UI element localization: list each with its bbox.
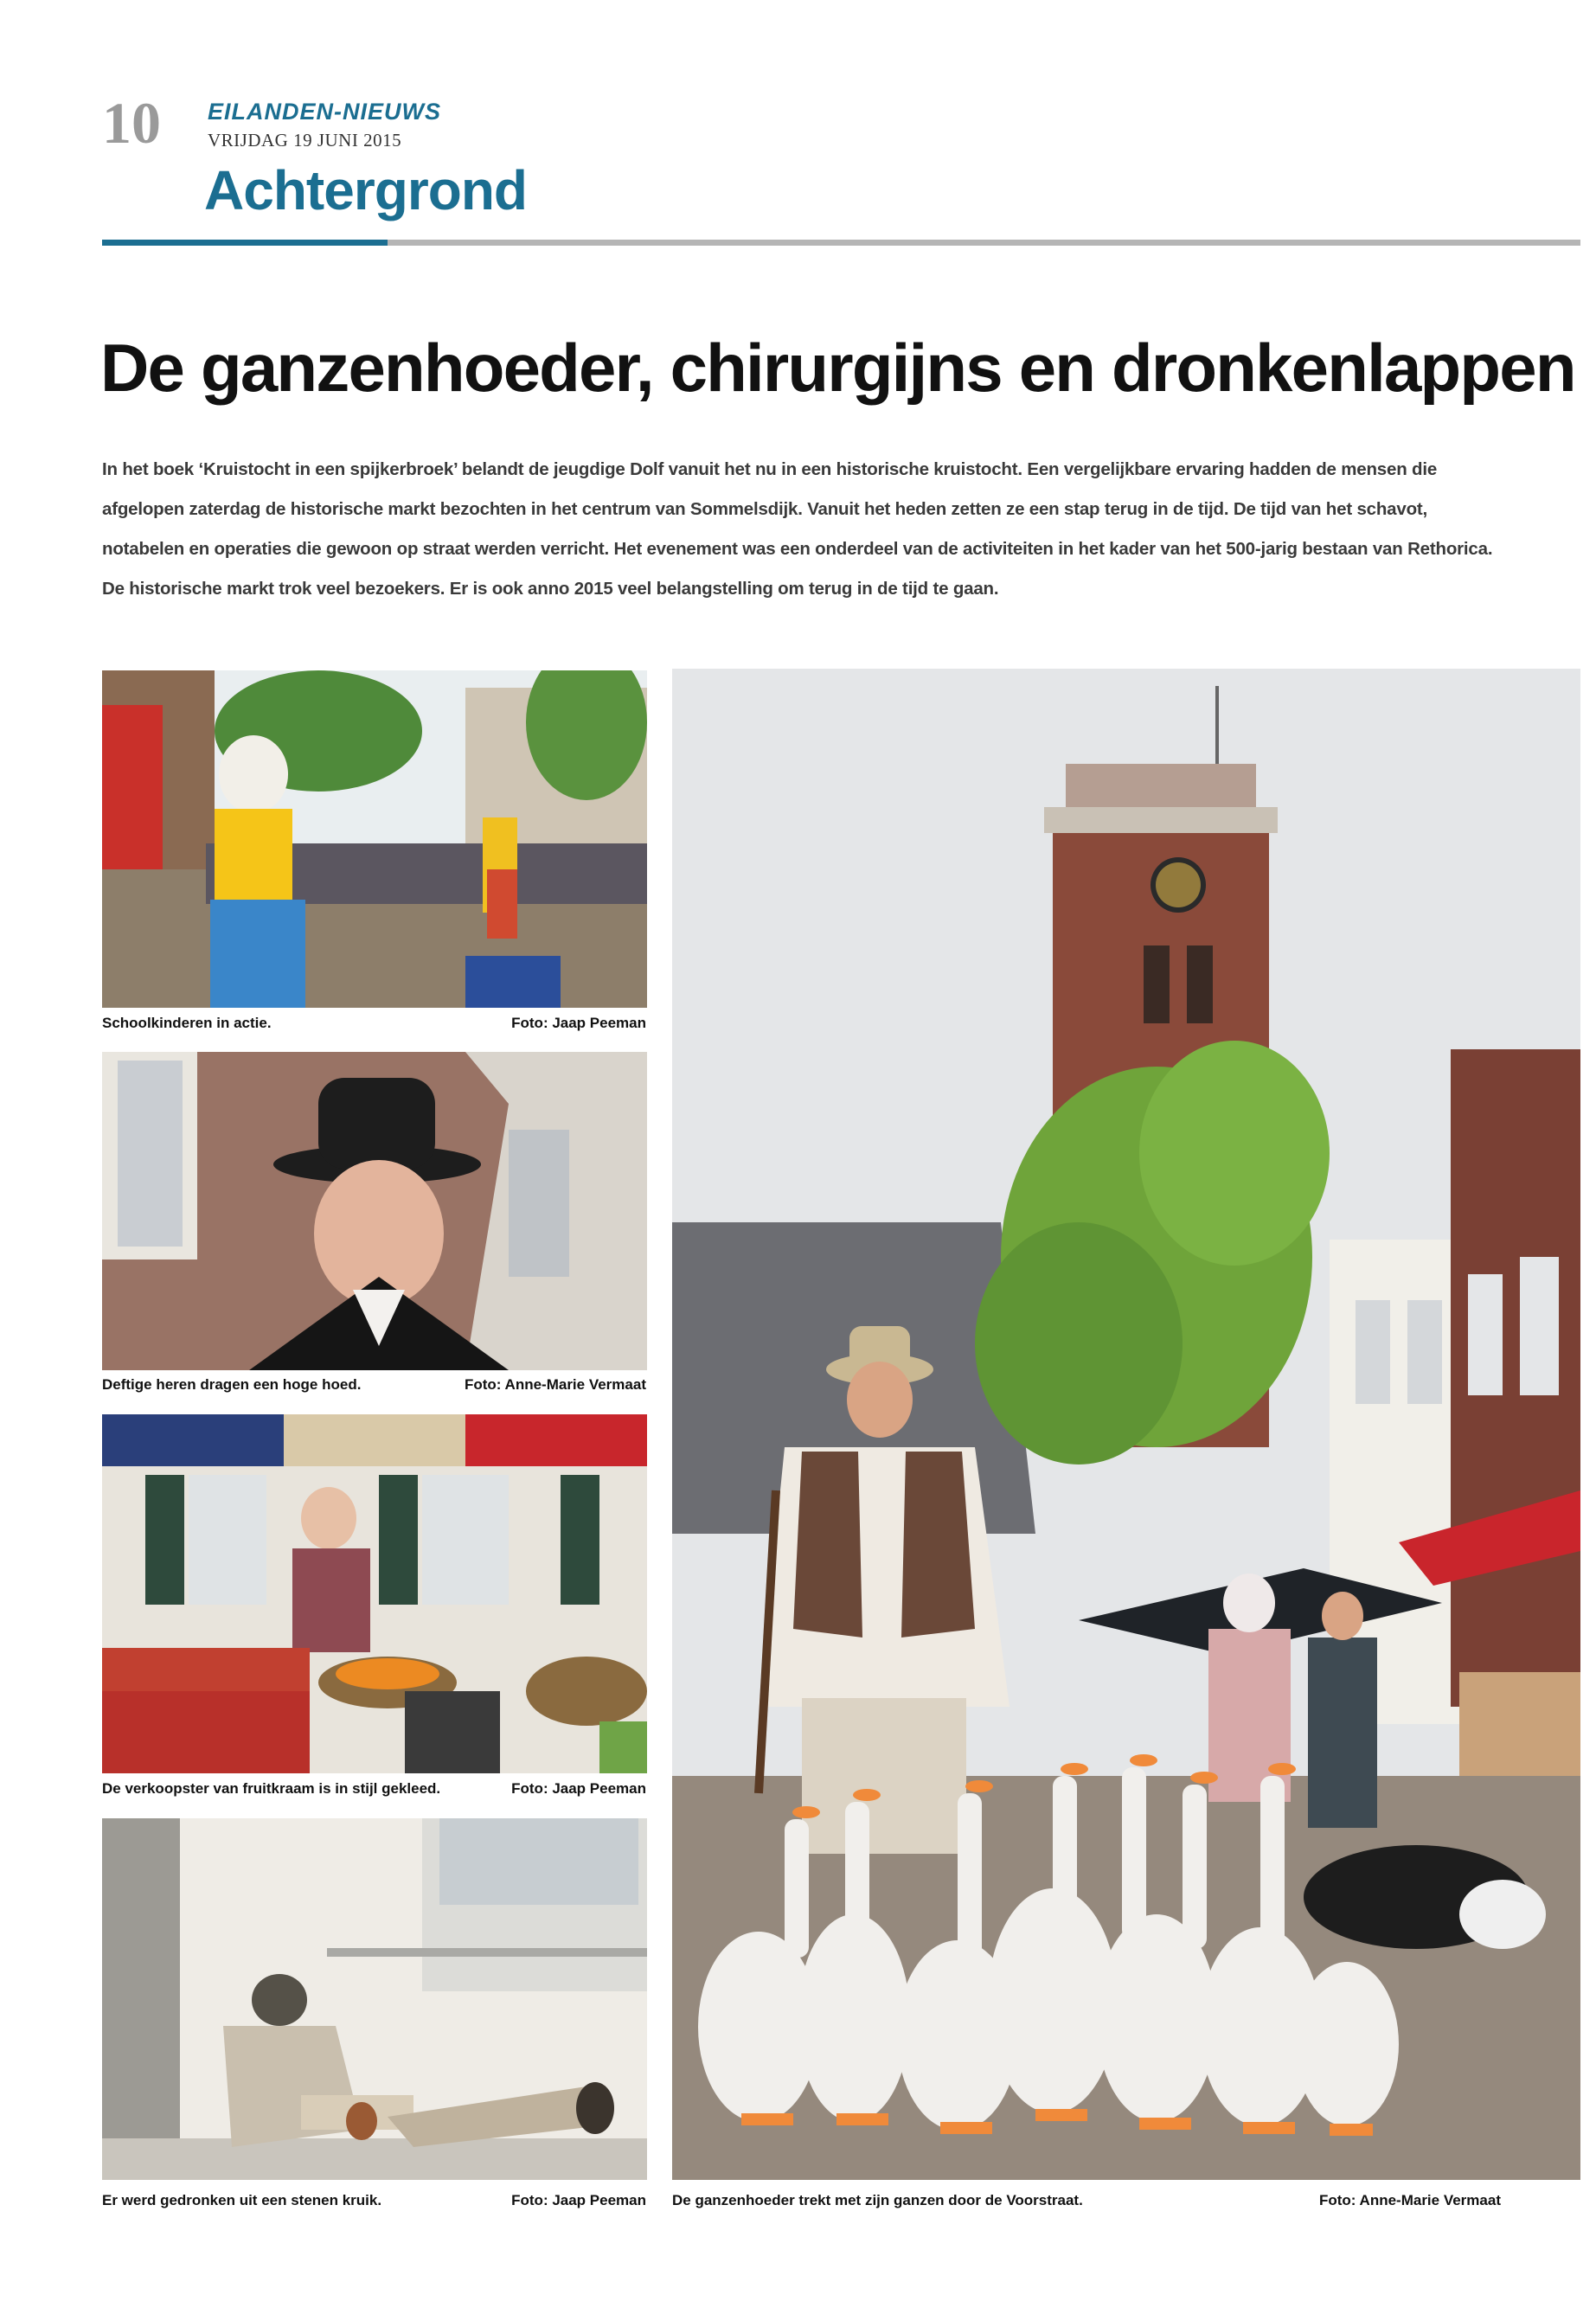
photo-credit: Foto: Jaap Peeman: [511, 2192, 646, 2208]
photo-credit: Foto: Jaap Peeman: [511, 1780, 646, 1797]
photo-caption: De ganzenhoeder trekt met zijn ganzen door de Voorstraat.: [672, 2192, 1083, 2208]
article-intro: In het boek ‘Kruistocht in een spijkerbroek’ belandt de jeugdige Dolf vanuit het nu in een historische kruistocht. Een vergelijkbare ervaring hadden de mensen die afgelopen zaterdag de historische markt bezochten in het centrum van Sommelsdijk. Vanuit het heden zetten ze een stap terug in de tijd. De tijd van het schavot, notabelen en operaties die gewoon op straat werden verricht. Het evenement was een onderdeel van de activiteiten in het kader van het 500-jarig bestaan van Rethorica. De historische markt trok veel bezoekers. Er is ook anno 2015 veel belangstelling om terug in de tijd te gaan.: [102, 459, 1493, 599]
photo-credit: Foto: Jaap Peeman: [511, 1015, 646, 1031]
photo-caption: Er werd gedronken uit een stenen kruik.: [102, 2192, 382, 2208]
photo-fruit-stall: [102, 1414, 647, 1773]
photo-drinking-man: [102, 1818, 647, 2180]
photo-caption: De verkoopster van fruitkraam is in stijl gekleed.: [102, 1780, 441, 1797]
article-headline: De ganzenhoeder, chirurgijns en dronkenlappen: [100, 330, 1575, 406]
photo-credit: Foto: Anne-Marie Vermaat: [464, 1376, 646, 1393]
newspaper-masthead: EILANDEN-NIEUWS: [208, 99, 441, 125]
photo-caption: Schoolkinderen in actie.: [102, 1015, 272, 1031]
section-title: Achtergrond: [204, 159, 527, 221]
photo-gentleman-hat: [102, 1052, 647, 1370]
photo-caption: Deftige heren dragen een hoge hoed.: [102, 1376, 362, 1393]
header-rule-accent: [102, 240, 388, 246]
publication-date: VRIJDAG 19 JUNI 2015: [208, 130, 402, 151]
photo-schoolchildren: [102, 670, 647, 1008]
photo-goose-herder: [672, 669, 1580, 2180]
page-number: 10: [102, 90, 161, 156]
photo-credit: Foto: Anne-Marie Vermaat: [1318, 2192, 1501, 2208]
